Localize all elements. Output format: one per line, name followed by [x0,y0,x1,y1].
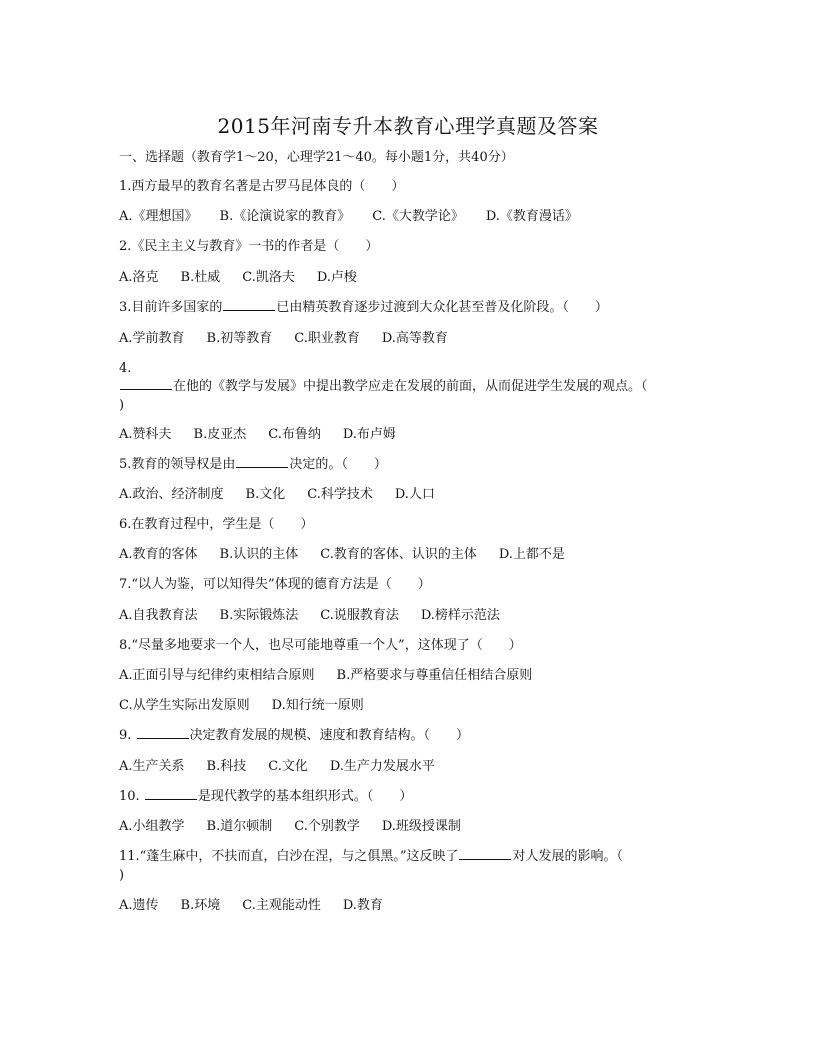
question-number: 4. [119,361,132,376]
option: A.洛克 [119,270,159,285]
option: D.生产力发展水平 [329,759,435,774]
question-stem: 7.“以人为鉴，可以知得失”体现的德育方法是（ ） [119,577,431,592]
option: C.说服教育法 [320,608,399,623]
question-options [119,329,699,349]
option: B.《论演说家的教育》 [219,209,351,224]
option: C.教育的客体、认识的主体 [320,547,477,562]
question-stem: 9. 决定教育发展的规模、速度和教育结构。（ ） [119,728,470,743]
option: A.教育的客体 [119,547,198,562]
question-options [119,817,699,837]
option: C.科学技术 [307,487,373,502]
question-stem: 1.西方最早的教育名著是古罗马昆体良的（ ） [119,179,405,194]
page-title: 2015年河南专升本教育心理学真题及答案 [217,114,599,138]
question-options [119,757,699,777]
question-options [119,545,699,565]
option: D.知行统一原则 [271,698,364,713]
section-heading: 一、选择题（教育学1～20，心理学21～40。每小题1分，共40分） [119,150,514,165]
option: D.教育 [342,898,383,913]
option: B.科技 [206,759,247,774]
option: D.布卢姆 [342,427,396,442]
option: B.严格要求与尊重信任相结合原则 [336,668,533,683]
option: C.文化 [268,759,308,774]
option: D.人口 [394,487,435,502]
option: D.《教育漫话》 [485,209,578,224]
question-stem: 2.《民主主义与教育》一书的作者是（ ） [119,239,379,254]
question-stem: 6.在教育过程中，学生是（ ） [119,517,314,532]
answer-blank [459,847,511,860]
option: C.布鲁纳 [268,427,321,442]
option: A.学前教育 [119,331,185,346]
question-stem: 8.“尽量多地要求一个人，也尽可能地尊重一个人”，这体现了（ ） [119,638,522,653]
option: D.卢梭 [316,270,357,285]
answer-blank [145,787,197,800]
option: B.皮亚杰 [193,427,247,442]
option: C.从学生实际出发原则 [119,698,250,713]
option: B.杜威 [180,270,221,285]
question-stem: 10. 是现代教学的基本组织形式。（ ） [119,789,413,804]
question-stem: 5.教育的领导权是由 决定的。（ ） [119,457,387,472]
option: D.高等教育 [381,331,448,346]
question-options [119,207,699,227]
option: B.文化 [245,487,286,502]
option: A.政治、经济制度 [119,487,224,502]
option: C.《大教学论》 [372,209,464,224]
option: C.个别教学 [294,819,360,834]
question-stem: 在他的《教学与发展》中提出教学应走在发展的前面，从而促进学生发展的观点。（ [119,377,699,397]
option: A.赞科夫 [119,427,172,442]
question-options [119,268,699,288]
question-stem: 11.“蓬生麻中，不扶而直，白沙在涅，与之俱黑。”这反映了 对人发展的影响。（ [119,849,623,864]
question-options [119,666,699,686]
answer-blank [223,298,275,311]
option: B.环境 [180,898,221,913]
question-stem-tail: ) [119,398,125,413]
question-stem: 3.目前许多国家的 已由精英教育逐步过渡到大众化甚至普及化阶段。（ ） [119,300,608,315]
question-options [119,696,699,716]
question-options [119,485,699,505]
question-options [119,896,699,916]
option: A.自我教育法 [119,608,198,623]
option: A.正面引导与纪律约束相结合原则 [119,668,315,683]
option: D.班级授课制 [381,819,461,834]
option: A.《理想国》 [119,209,198,224]
option: B.初等教育 [206,331,273,346]
option: D.上都不是 [498,547,565,562]
option: C.凯洛夫 [242,270,295,285]
option: C.主观能动性 [242,898,321,913]
question-options [119,606,699,626]
option: C.职业教育 [294,331,360,346]
answer-blank [120,377,172,390]
option: A.生产关系 [119,759,185,774]
question-options [119,425,699,445]
option: A.遗传 [119,898,159,913]
answer-blank [236,455,288,468]
question-stem-tail: ) [119,868,125,883]
option: A.小组教学 [119,819,185,834]
option: B.道尔顿制 [206,819,273,834]
answer-blank [137,726,189,739]
option: D.榜样示范法 [420,608,500,623]
option: B.认识的主体 [219,547,299,562]
option: B.实际锻炼法 [219,608,299,623]
